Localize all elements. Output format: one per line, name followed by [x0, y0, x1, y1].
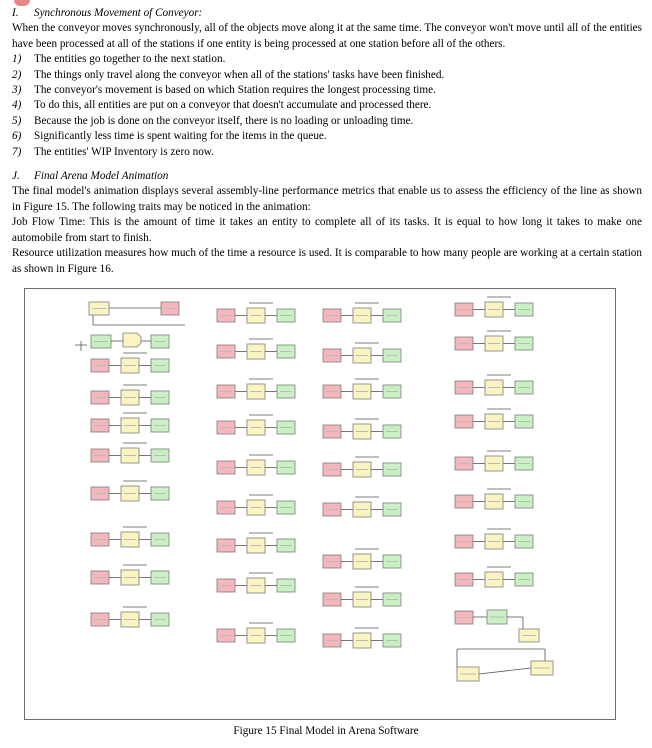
section-i-number: I. — [12, 7, 19, 19]
section-j-para2: Job Flow Time: This is the amount of time it takes an entity to complete all of its tasks. It is equal to how long it takes to make one automobile from start to finish. — [12, 216, 642, 244]
section-i-heading — [12, 6, 642, 21]
section-j-para3: Resource utilization measures how much of the time a resource is used. It is comparable to how many people are working at a certain station as shown in Figure 16. — [12, 247, 642, 275]
section-i-list — [12, 52, 642, 160]
decide-module — [123, 333, 141, 347]
document-body — [12, 0, 642, 277]
list-item: 2) The things only travel along the conveyor when all of the stations' tasks have been finished. — [12, 68, 445, 81]
list-item: 7) The entities' WIP Inventory is zero now. — [12, 145, 214, 158]
section-i-intro: When the conveyor moves synchronously, all of the objects move along it at the same time. The conveyor won't move until all of the entities have been processed at all of the stations if one entity is being processed at one station before all of the others. — [12, 22, 642, 50]
section-j-para1: The final model's animation displays several assembly-line performance metrics that enable us to assess the efficiency of the line as shown in Figure 15. The following traits may be noticed in the animation: — [12, 185, 642, 213]
section-j-number: J. — [12, 170, 20, 183]
section-i-title: Synchronous Movement of Conveyor: — [34, 7, 203, 19]
list-item: 5) Because the job is done on the conveyor itself, there is no loading or unloading time. — [12, 114, 414, 127]
arena-model-diagram — [25, 289, 615, 719]
list-item: 4) To do this, all entities are put on a conveyor that doesn't accumulate and processed there. — [12, 99, 432, 112]
list-item: 6) Significantly less time is spent waiting for the items in the queue. — [12, 130, 327, 143]
arena-model-figure — [24, 288, 616, 720]
list-item: 1) The entities go together to the next station. — [12, 53, 226, 66]
list-item: 3) The conveyor's movement is based on which Station requires the longest processing time. — [12, 84, 436, 97]
section-j-title: Final Arena Model Animation — [34, 170, 169, 183]
section-j-heading — [12, 169, 642, 184]
connector — [479, 668, 531, 674]
figure-caption: Figure 15 Final Model in Arena Software — [233, 725, 419, 737]
